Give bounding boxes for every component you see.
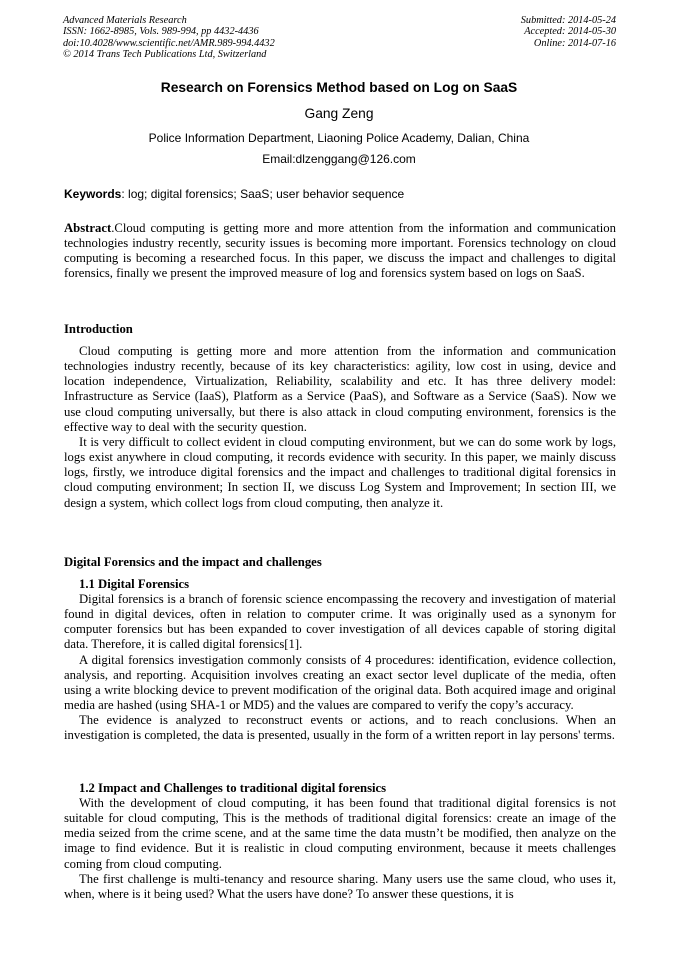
author-email: Email:dlzenggang@126.com: [262, 152, 416, 166]
paragraph: It is very difficult to collect evident in cloud computing environment, but we can do some work by logs, logs exist anywhere in cloud computing, it records evidence with security. In this paper, we mainly discuss logs, firstly, we introduce digital forensics and the impact and challenges to traditional digital forensics in cloud computing environment; In section II, we discuss Log System and Improvement; In section III, we design a system, which collect logs from cloud computing, then analyze it.: [64, 434, 616, 510]
abstract-label: Abstract: [64, 221, 112, 235]
keywords-label: Keywords: [64, 187, 122, 201]
paragraph: A digital forensics investigation commonly consists of 4 procedures: identification, evidence collection, analysis, and reporting. Acquisition involves creating an exact sector level duplicate of the media, often using a write blocking device to prevent modification of the original data. Both acquired image and original media are hashed (using SHA-1 or MD5) and the values are compared to verify the copy’s accuracy.: [64, 652, 616, 713]
paragraph: The evidence is analyzed to reconstruct events or actions, and to reach conclusions. When an investigation is completed, the data is presented, usually in the form of a written report in lay persons' terms.: [64, 713, 616, 743]
abstract-text: .Cloud computing is getting more and more attention from the information and communication technologies industry recently, security issues is becoming more important. Forensics technology on cloud computing is becoming a researched focus. In this paper, we discuss the impact and challenges to digital forensics, finally we present the improved measure of log and forensics system based on logs on SaaS.: [64, 221, 616, 281]
journal-info: [63, 15, 275, 61]
section-heading: Digital Forensics and the impact and challenges: [64, 555, 322, 569]
journal-doi: doi:10.4028/www.scientific.net/AMR.989-994.4432: [63, 37, 275, 49]
publication-dates: [521, 15, 616, 49]
paragraph: Cloud computing is getting more and more attention from the information and communication technologies industry recently, because of its key characteristics: agility, low cost in using, device and location independence, Virtualization, Reliability, scalability and etc. It has three delivery model: Infrastructure as Service (IaaS), Platform as a Service (PaaS), and Software as a Service (SaaS). Now we use cloud computing universally, but there is also attack in cloud computing environment, forensics is the effective way to deal with the security question.: [64, 344, 616, 434]
impact-challenges-body: [64, 796, 616, 902]
online-date: Online: 2014-07-16: [533, 37, 616, 49]
paragraph: Digital forensics is a branch of forensic science encompassing the recovery and investigation of material found in digital devices, often in relation to computer crime. It was originally used as a synonym for computer forensics but has been expanded to cover investigation of all devices capable of storing digital data. Therefore, it is called digital forensics[1].: [64, 592, 616, 652]
paper-title: Research on Forensics Method based on Log on SaaS: [160, 80, 518, 95]
keywords-text: : log; digital forensics; SaaS; user behavior sequence: [121, 187, 405, 201]
accepted-date: Accepted: 2014-05-30: [524, 26, 616, 38]
journal-copyright: © 2014 Trans Tech Publications Ltd, Switzerland: [63, 49, 267, 61]
paragraph: The first challenge is multi-tenancy and resource sharing. Many users use the same cloud, who uses it, when, where is it being used? What the users have done? To answer these questions, it is: [64, 871, 616, 901]
abstract: [64, 221, 616, 282]
submitted-date: Submitted: 2014-05-24: [520, 15, 616, 26]
journal-issn: ISSN: 1662-8985, Vols. 989-994, pp 4432-4436: [63, 26, 259, 38]
subsection-heading: 1.2 Impact and Challenges to traditional digital forensics: [79, 781, 387, 795]
introduction-heading: Introduction: [64, 322, 133, 336]
journal-name: Advanced Materials Research: [63, 15, 187, 26]
keywords-line: [64, 187, 616, 201]
introduction-body: [64, 344, 616, 511]
digital-forensics-body: [64, 592, 616, 744]
paragraph: With the development of cloud computing, it has been found that traditional digital forensics is not suitable for cloud computing, This is the methods of traditional digital forensics: create an image of the media seized from the crime scene, and at the same time the data mustn’t be modified, then analyze on the image to find evidence. But it is realistic in cloud computing environment, because it meets challenges coming from cloud computing.: [64, 796, 616, 871]
author-affiliation: Police Information Department, Liaoning Police Academy, Dalian, China: [148, 131, 530, 145]
subsection-heading: 1.1 Digital Forensics: [79, 577, 190, 591]
paper-author: Gang Zeng: [304, 106, 374, 121]
